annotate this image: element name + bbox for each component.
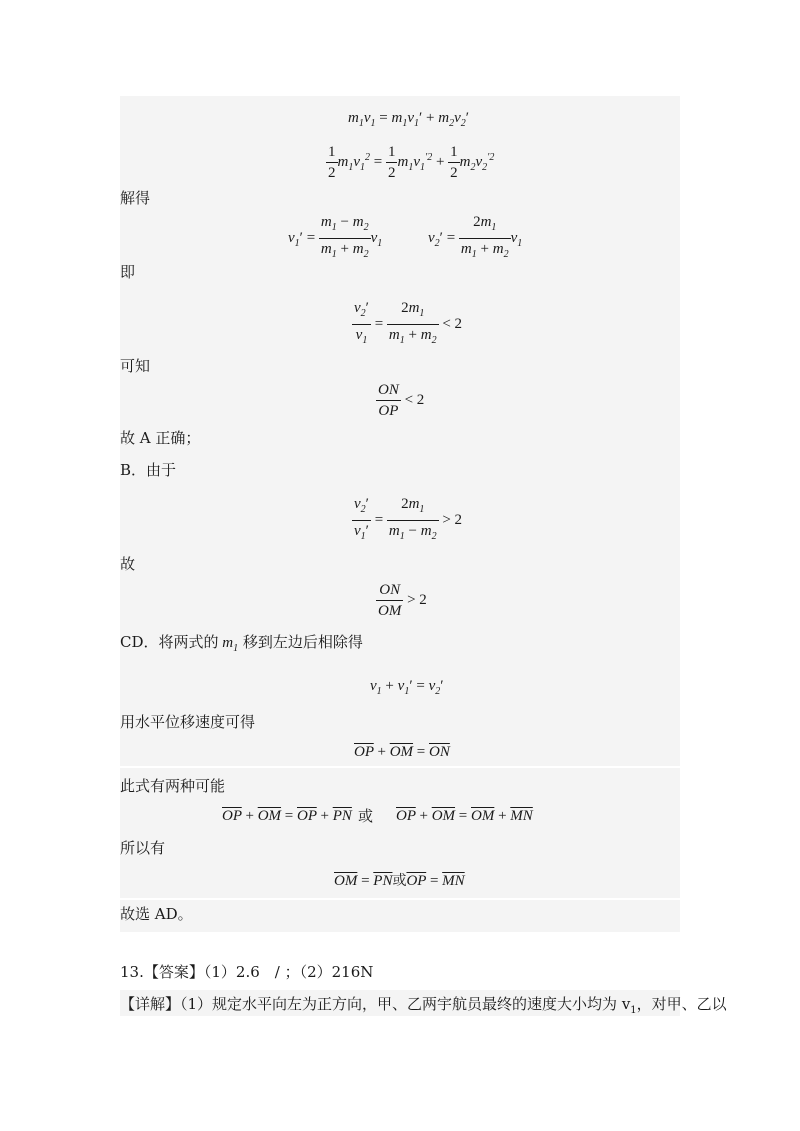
text-jiede: 解得 — [120, 189, 151, 207]
equation-v1-prime: $v_1'$ = $\frac{m_1 - m_2}{m_1 + m_2}$ $v_1$ — [288, 214, 383, 260]
text-huo: 或 — [358, 807, 374, 825]
text-detail-main: 【详解】（1）规定水平向左为正方向，甲、乙两宇航员最终的速度大小均为 v — [120, 995, 631, 1013]
text-result-or: 或 — [392, 873, 407, 889]
text-detail-tail: ，对甲、乙以 — [636, 995, 727, 1013]
equation-possibility-b: $\overline{OP} + \overline{OM} = \overline{OM} + \overline{MN}$ — [396, 808, 533, 824]
text-detail-sub: 1 — [630, 1005, 637, 1016]
equation-energy: $\frac{1}{2}$ $m_1v_1^2$ = $\frac{1}{2}$ $m_1v_1^{'2}$ + $\frac{1}{2}$ $m_2v_2^{'2}$ — [328, 144, 495, 181]
equation-op-om-on: $\overline{OP} + \overline{OM} = \overline{ON}$ — [354, 744, 450, 760]
equation-v2-prime: $v_2'$ = $\frac{2m_1}{m_1 + m_2}$ $v_1$ — [428, 214, 523, 260]
text-cd-suffix: 移到左边后相除得 — [238, 633, 363, 651]
text-gu-a: 故 A 正确； — [120, 429, 201, 447]
equation-velocity-sum: $v_1 + v_1' = v_2'$ — [370, 678, 444, 697]
text-cd: CD．将两式的 $m_1$ 移到左边后相除得 — [120, 633, 363, 654]
equation-on-op: $\frac{ON}{OP}$ < 2 — [378, 382, 425, 419]
equation-result: $\overline{OM} = \overline{PN}$或$\overline{OP} = \overline{MN}$ — [334, 873, 465, 889]
equation-ratio-gt: $\frac{v_2'}{v_1'}$ = $\frac{2m_1}{m_1 - m_2}$ > 2 — [354, 496, 463, 542]
text-yong: 用水平位移速度可得 — [120, 713, 256, 731]
text-ji: 即 — [120, 263, 136, 281]
shaded-block-top — [120, 96, 680, 766]
text-cishi: 此式有两种可能 — [120, 777, 226, 795]
text-kezhi: 可知 — [120, 357, 151, 375]
equation-on-om: $\frac{ON}{OM}$ > 2 — [378, 582, 427, 619]
text-cd-prefix: CD．将两式的 — [120, 633, 219, 651]
text-q13-answer: 13.【答案】（1）2.6 / ；（2）216N — [120, 963, 374, 981]
text-b-youyu: B．由于 — [120, 461, 177, 479]
text-gu-ad: 故选 AD。 — [120, 905, 193, 923]
text-detail — [120, 994, 727, 1021]
equation-momentum: $m_1v_1 = m_1v_1' + m_2v_2'$ — [348, 110, 470, 129]
equation-ratio-lt: $\frac{v_2'}{v_1}$ = $\frac{2m_1}{m_1 + m_2}$ < 2 — [354, 300, 463, 346]
equation-possibility-a: $\overline{OP} + \overline{OM} = \overline{OP} + \overline{PN}$ — [222, 808, 352, 824]
shaded-block-bottom — [120, 900, 680, 932]
text-suoyi: 所以有 — [120, 839, 166, 857]
text-gu: 故 — [120, 555, 136, 573]
